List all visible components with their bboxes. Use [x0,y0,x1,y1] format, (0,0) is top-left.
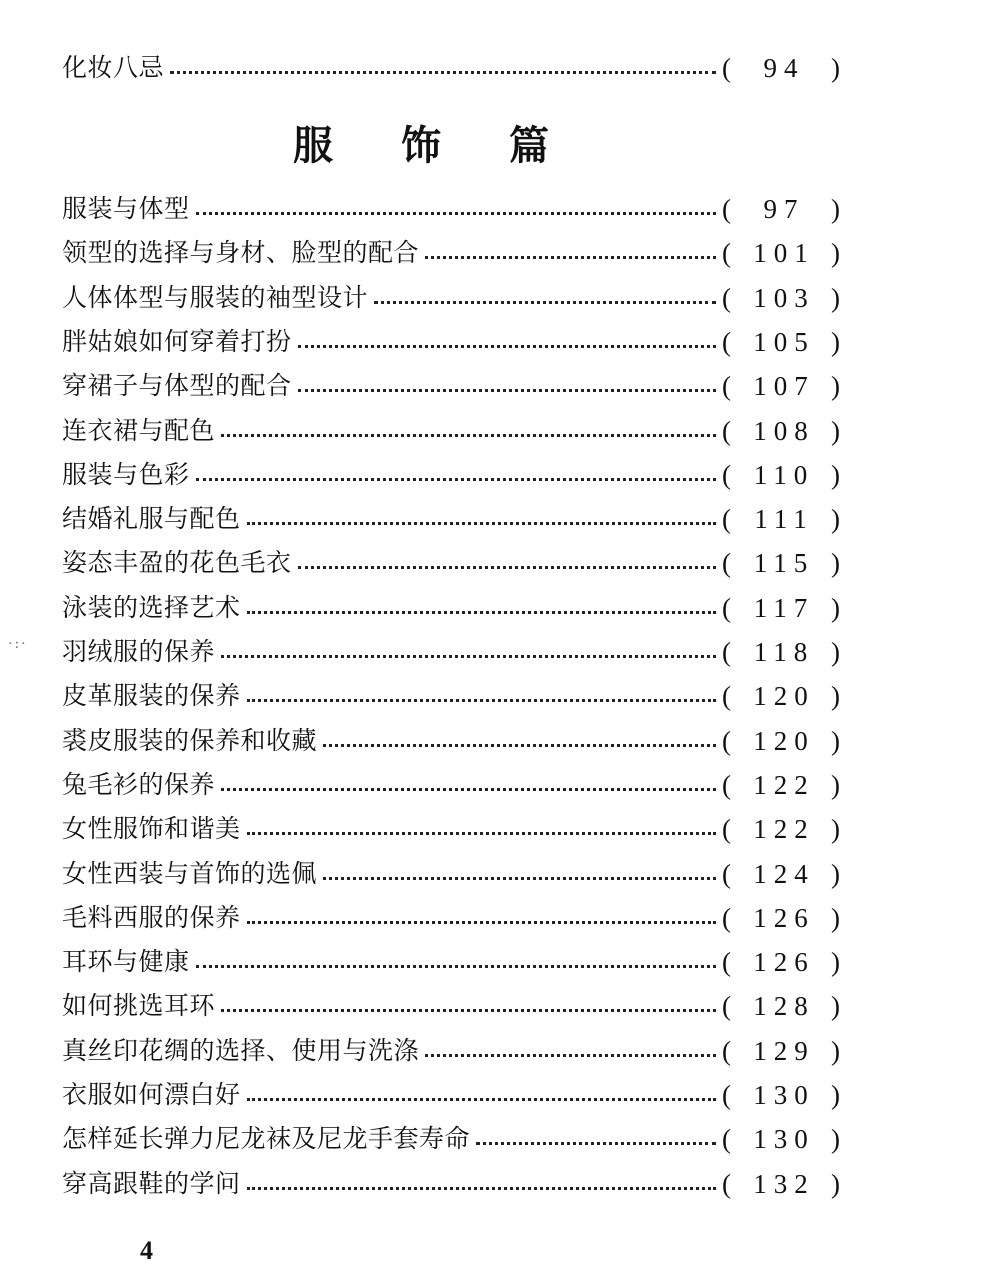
toc-entry [62,676,840,716]
toc-page-number: 111 [754,504,814,534]
dot-leader [221,655,716,658]
toc-entry [62,1164,840,1204]
toc-page-number: 122 [753,814,815,844]
toc-entry-title: 真丝印花绸的选择、使用与洗涤 [62,1036,420,1065]
dot-leader [323,744,716,747]
toc-entry [62,543,840,583]
toc-page-number: 103 [753,283,815,313]
toc-entry [62,499,840,539]
toc-page-number: 130 [753,1080,815,1110]
toc-entry [62,455,840,495]
toc-page-ref: ( 94 ) [722,48,840,88]
toc-page-ref: ( 120 ) [722,721,840,761]
toc-page-ref: ( 132 ) [722,1164,840,1204]
toc-page-number: 126 [753,947,815,977]
toc-page-ref: ( 129 ) [722,1031,840,1071]
toc-entry-title: 裘皮服装的保养和收藏 [62,726,318,755]
toc-page-ref: ( 118 ) [722,632,840,672]
toc-page-ref: ( 110 ) [722,455,840,495]
toc-entry [62,898,840,938]
toc-entry-title: 女性服饰和谐美 [62,814,241,843]
toc-entry-title: 皮革服装的保养 [62,681,241,710]
toc-page-ref: ( 122 ) [722,809,840,849]
toc-entry-title: 耳环与健康 [62,947,190,976]
toc-entry [62,233,840,273]
toc-entry-title: 化妆八忌 [62,53,165,82]
dot-leader [170,71,716,74]
toc-page-number: 97 [763,194,805,224]
toc-entry [62,189,840,229]
toc-entry [62,942,840,982]
toc-page-number: 101 [753,238,815,268]
toc-entry [62,854,840,894]
toc-entry [62,632,840,672]
dot-leader [425,256,716,259]
toc-page-ref: ( 124 ) [722,854,840,894]
toc-page-number: 132 [753,1169,815,1199]
toc-entry-title: 结婚礼服与配色 [62,504,241,533]
toc-page-ref: ( 128 ) [722,986,840,1026]
dot-leader [221,1009,716,1012]
toc-page-number: 128 [753,991,815,1021]
dot-leader [323,877,716,880]
dot-leader [247,699,716,702]
toc-entry-title: 领型的选择与身材、脸型的配合 [62,238,420,267]
toc-entry [62,1075,840,1115]
toc-entry [62,765,840,805]
toc-entry-title: 如何挑选耳环 [62,991,216,1020]
toc-page-ref: ( 115 ) [722,543,840,583]
toc-entry [62,322,840,362]
toc-page-number: 120 [753,681,815,711]
toc-entry [62,1119,840,1159]
toc-page-number: 129 [753,1036,815,1066]
dot-leader [247,921,716,924]
toc-entry-title: 服装与体型 [62,194,190,223]
dot-leader [196,965,716,968]
toc-entry-title: 泳装的选择艺术 [62,593,241,622]
toc-page-ref: ( 108 ) [722,411,840,451]
toc-entry [62,411,840,451]
toc-page-number: 122 [753,770,815,800]
toc-page-ref: ( 130 ) [722,1075,840,1115]
dot-leader [247,611,716,614]
toc-entry-title: 羽绒服的保养 [62,637,216,666]
toc-entry [62,366,840,406]
dot-leader [247,1098,716,1101]
toc-page-number: 115 [753,548,815,578]
toc-page-number: 108 [753,416,815,446]
section-heading: 服饰篇 [293,122,617,169]
toc-page-ref: ( 107 ) [722,366,840,406]
dot-leader [196,212,716,215]
dot-leader [221,434,716,437]
toc-entry-top [62,48,840,88]
toc-entry-title: 连衣裙与配色 [62,416,216,445]
toc-entry-title: 姿态丰盈的花色毛衣 [62,548,292,577]
toc-page-ref: ( 103 ) [722,278,840,318]
dot-leader [221,788,716,791]
toc-entry [62,986,840,1026]
toc-page-ref: ( 120 ) [722,676,840,716]
dot-leader [298,389,716,392]
toc-page-ref: ( 117 ) [722,588,840,628]
scan-artifact-icon: ·:· [8,636,28,652]
toc-page-number: 120 [753,726,815,756]
dot-leader [247,522,716,525]
toc-entry-title: 胖姑娘如何穿着打扮 [62,327,292,356]
toc-entry-title: 穿裙子与体型的配合 [62,371,292,400]
toc-entry-title: 服装与色彩 [62,460,190,489]
toc-entry-title: 兔毛衫的保养 [62,770,216,799]
toc-page-number: 117 [753,593,815,623]
toc-entry-title: 怎样延长弹力尼龙袜及尼龙手套寿命 [62,1124,471,1153]
toc-entry-title: 穿高跟鞋的学问 [62,1169,241,1198]
toc-entry-title: 毛料西服的保养 [62,903,241,932]
dot-leader [298,345,716,348]
toc-entry [62,278,840,318]
dot-leader [196,478,716,481]
toc-page-number: 124 [753,859,815,889]
toc-page-ref: ( 122 ) [722,765,840,805]
dot-leader [298,566,716,569]
toc-entry-title: 衣服如何漂白好 [62,1080,241,1109]
dot-leader [247,832,716,835]
toc-page-number: 126 [753,903,815,933]
toc-page-ref: ( 126 ) [722,898,840,938]
toc-page-number: 118 [753,637,815,667]
toc-page-ref: ( 101 ) [722,233,840,273]
toc-page-ref: ( 97 ) [722,189,840,229]
toc-page-number: 130 [753,1124,815,1154]
toc-entry [62,588,840,628]
toc-page-ref: ( 111 ) [722,499,840,539]
dot-leader [425,1054,716,1057]
dot-leader [476,1142,716,1145]
toc-entry [62,1031,840,1071]
toc-entry-title: 女性西装与首饰的选佩 [62,859,318,888]
page-number-footer: 4 [140,1236,153,1265]
toc-page-number: 107 [753,371,815,401]
dot-leader [247,1187,716,1190]
toc-page-ref: ( 130 ) [722,1119,840,1159]
toc-entry-title: 人体体型与服装的袖型设计 [62,283,369,312]
toc-page-number: 105 [753,327,815,357]
toc-entry [62,809,840,849]
toc-page-number: 110 [753,460,815,490]
toc-page-number: 94 [763,53,805,83]
dot-leader [374,301,716,304]
toc-page-ref: ( 105 ) [722,322,840,362]
toc-entry [62,721,840,761]
toc-page-ref: ( 126 ) [722,942,840,982]
